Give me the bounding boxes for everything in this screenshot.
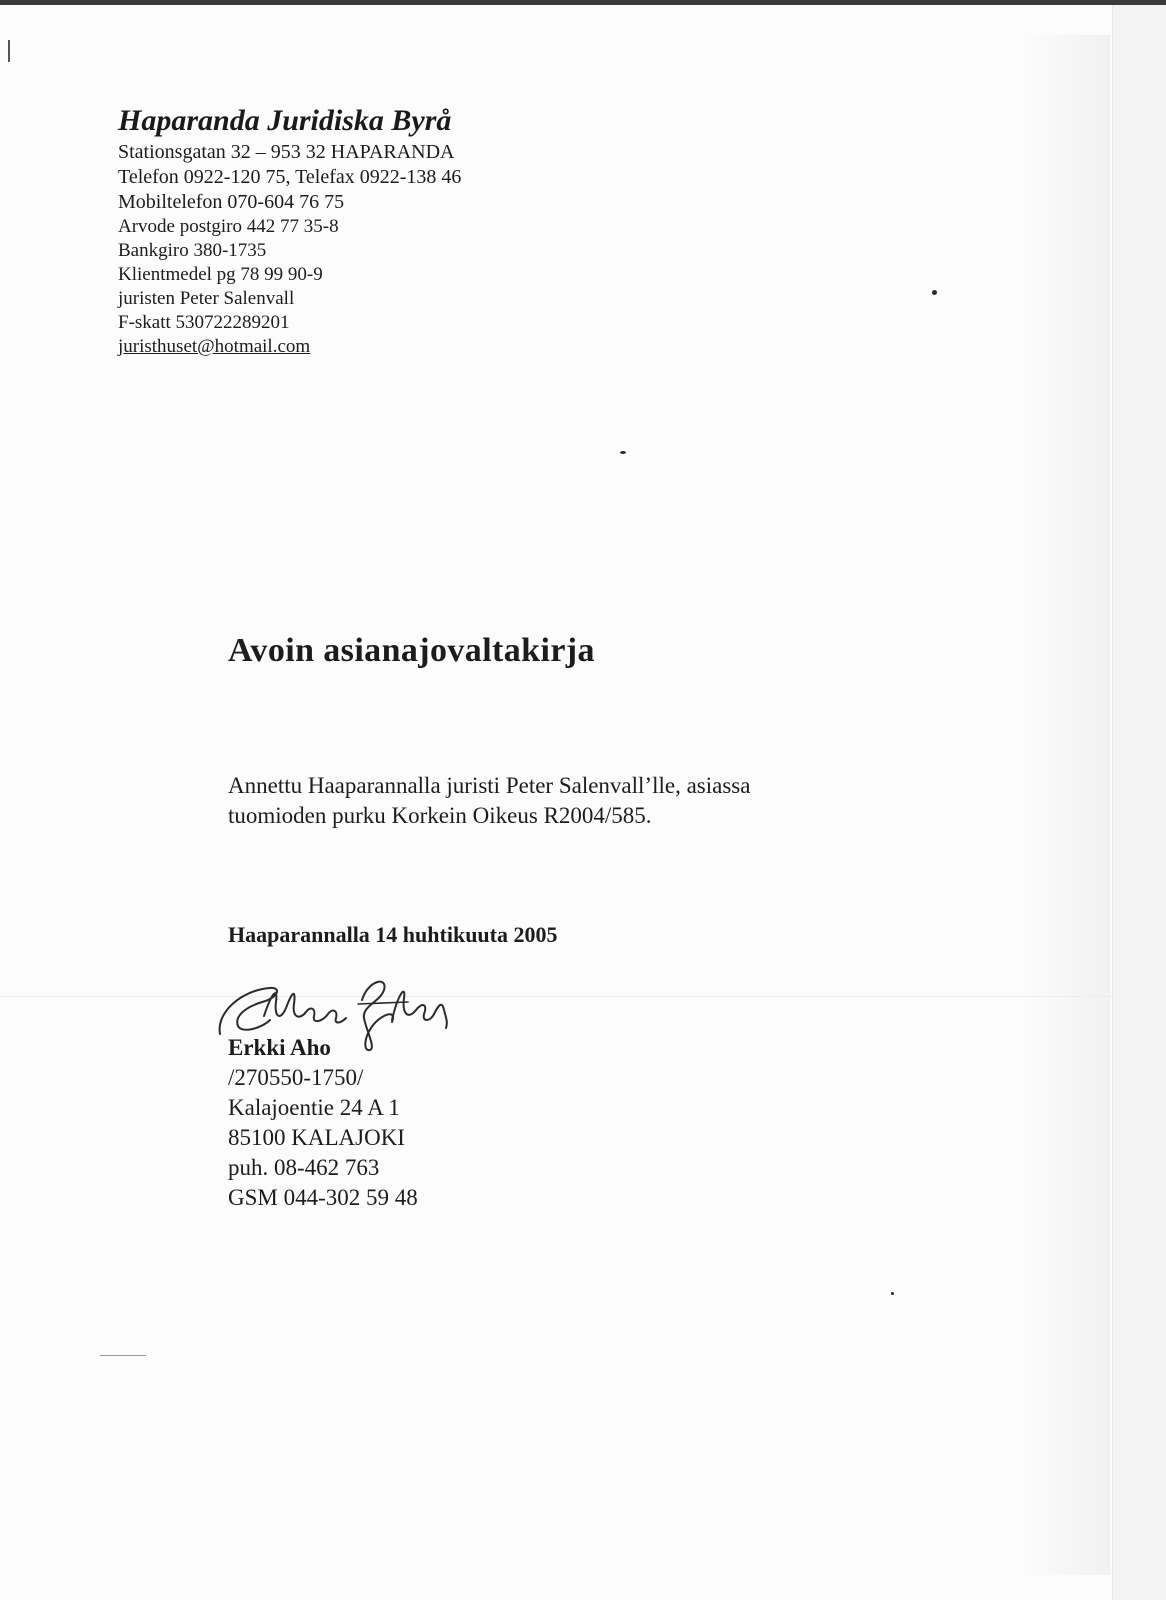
page-shading	[1020, 35, 1110, 1575]
letterhead	[118, 102, 461, 359]
scan-speck	[891, 1292, 894, 1295]
signer-name: Erkki Aho	[228, 1035, 331, 1060]
signer-id: /270550-1750/	[228, 1065, 364, 1090]
signer-block	[228, 1033, 418, 1213]
signer-gsm: GSM 044-302 59 48	[228, 1185, 418, 1210]
signer-street: Kalajoentie 24 A 1	[228, 1095, 400, 1120]
scan-right-margin	[1113, 5, 1166, 1600]
scan-speck	[932, 290, 937, 295]
document-body	[228, 771, 750, 831]
paper-fold-line	[0, 996, 1112, 997]
signer-postal: 85100 KALAJOKI	[228, 1125, 405, 1150]
document-title: Avoin asianajovaltakirja	[228, 632, 595, 669]
firm-f-tax: F-skatt 530722289201	[118, 312, 290, 333]
body-line-2: tuomioden purku Korkein Oikeus R2004/585.	[228, 803, 652, 828]
scan-speck	[8, 40, 10, 62]
body-line-1: Annettu Haaparannalla juristi Peter Salenvall’lle, asiassa	[228, 773, 751, 798]
place-date-line: Haaparannalla 14 huhtikuuta 2005	[228, 922, 558, 947]
signer-phone: puh. 08-462 763	[228, 1155, 380, 1180]
firm-phone-fax: Telefon 0922-120 75, Telefax 0922-138 46	[118, 166, 462, 188]
firm-jurist: juristen Peter Salenvall	[118, 288, 295, 309]
scan-speck	[620, 451, 626, 454]
firm-address: Stationsgatan 32 – 953 32 HAPARANDA	[118, 141, 455, 163]
firm-fee-postgiro: Arvode postgiro 442 77 35-8	[118, 216, 339, 237]
firm-client-funds: Klientmedel pg 78 99 90-9	[118, 264, 323, 285]
firm-mobile: Mobiltelefon 070-604 76 75	[118, 191, 345, 213]
scan-speck	[100, 1355, 146, 1356]
firm-bankgiro: Bankgiro 380-1735	[118, 240, 267, 261]
firm-name: Haparanda Juridiska Byrå	[118, 104, 452, 137]
firm-email: juristhuset@hotmail.com	[118, 336, 311, 357]
